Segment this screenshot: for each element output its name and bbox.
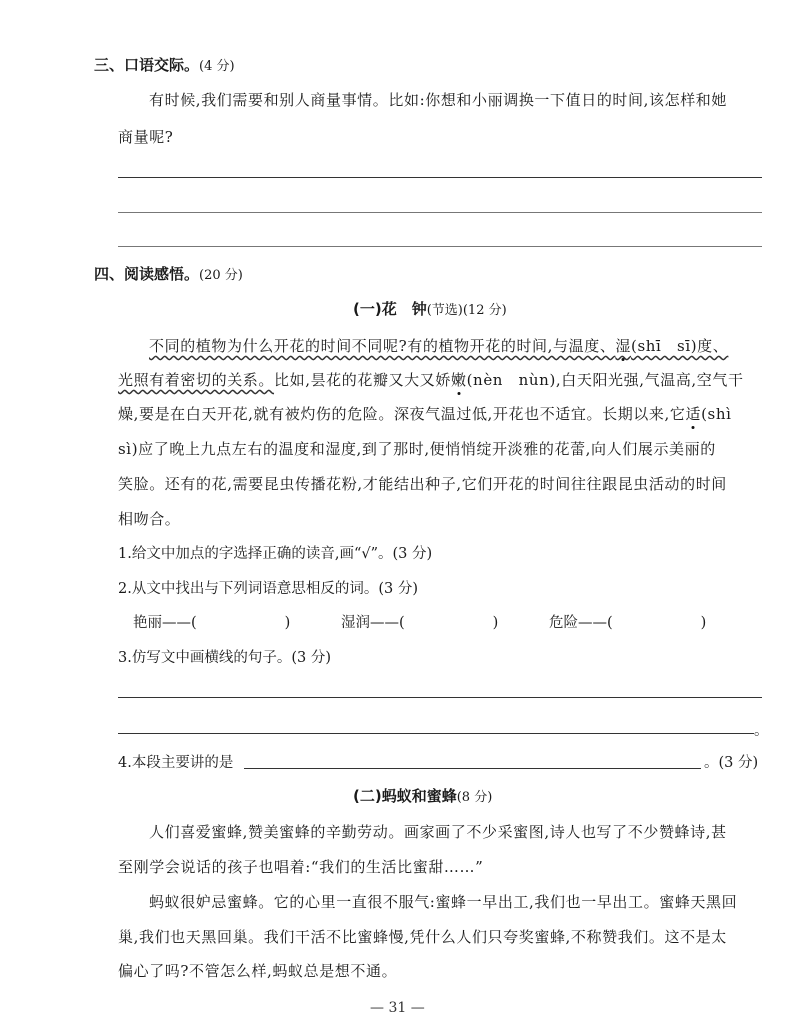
passage2-line5: 偏心了吗?不管怎么样,蚂蚁总是想不通。 [118, 962, 398, 980]
passage2-note: (8 分) [456, 790, 493, 805]
answer-line[interactable] [118, 697, 762, 698]
section3-prompt-line2: 商量呢? [118, 128, 174, 146]
passage1-line6: 相吻合。 [118, 510, 181, 528]
passage1-heading [353, 298, 507, 319]
section3-prompt-line1: 有时候,我们需要和别人商量事情。比如:你想和小丽调换一下值日的时间,该怎样和她 [149, 91, 727, 109]
dotted-char: 湿 [615, 337, 632, 355]
underlined-sentence-end: 光照有着密切的关系。 [118, 371, 275, 389]
passage2-line1: 人们喜爱蜜蜂,赞美蜜蜂的辛勤劳动。画家画了不少采蜜图,诗人也写了不少赞蜂诗,甚 [149, 823, 727, 841]
answer-line[interactable] [118, 246, 762, 247]
q4-answer-line[interactable] [244, 768, 701, 769]
q2-item-2[interactable]: 湿润——( ) [341, 615, 499, 631]
q2-item-3[interactable]: 危险——( ) [549, 615, 707, 631]
passage2-line3: 蚂蚁很妒忌蜜蜂。它的心里一直很不服气:蜜蜂一早出工,我们也一早出工。蜜蜂天黑回 [149, 893, 738, 911]
passage1-line2: 光照有着密切的关系。比如,昙花的花瓣又大又娇嫩(nèn nùn),白天阳光强,气温高,空气干 [118, 371, 744, 389]
section4-heading [94, 263, 243, 284]
passage1-line5: 笑脸。还有的花,需要昆虫传播花粉,才能结出种子,它们开花的时间往往跟昆虫活动的时间 [118, 475, 727, 493]
dotted-char: 嫩 [451, 371, 467, 389]
dotted-char: 适 [685, 405, 702, 423]
answer-line[interactable] [118, 212, 762, 213]
section3-title: 三、口语交际。 [94, 56, 200, 74]
passage1-title: (一)花 钟 [353, 300, 427, 318]
page-number: — 31 — [370, 1000, 425, 1016]
passage2-title: (二)蚂蚁和蜜蜂 [353, 787, 457, 805]
passage2-line2: 至刚学会说话的孩子也唱着:“我们的生活比蜜甜……” [118, 858, 484, 876]
passage2-heading [353, 785, 492, 806]
answer-line[interactable] [118, 177, 762, 178]
q3-period: 。 [754, 723, 769, 739]
question-4: 4.本段主要讲的是 [118, 755, 234, 771]
question-3: 3.仿写文中画横线的句子。(3 分) [118, 650, 331, 666]
question-1: 1.给文中加点的字选择正确的读音,画“√”。(3 分) [118, 546, 433, 562]
passage1-note: (节选)(12 分) [426, 303, 507, 318]
underlined-sentence: 不同的植物为什么开花的时间不同呢?有的植物开花的时间,与温度、湿(shī sī)度、 [149, 337, 729, 355]
section4-title: 四、阅读感悟。 [94, 265, 200, 283]
q4-score: 。(3 分) [704, 755, 759, 771]
passage1-line1 [149, 335, 728, 356]
q2-item-1[interactable]: 艳丽——( ) [133, 615, 291, 631]
section3-score: (4 分) [199, 59, 235, 74]
answer-line[interactable] [118, 733, 754, 734]
section4-score: (20 分) [199, 268, 243, 283]
passage2-line4: 巢,我们也天黑回巢。我们干活不比蜜蜂慢,凭什么人们只夸奖蜜蜂,不称赞我们。这不是太 [118, 928, 727, 946]
question-2: 2.从文中找出与下列词语意思相反的词。(3 分) [118, 581, 418, 597]
passage1-line4: sì)应了晚上九点左右的温度和湿度,到了那时,便悄悄绽开淡雅的花蕾,向人们展示美丽的 [118, 440, 716, 458]
passage1-line3: 燥,要是在白天开花,就有被灼伤的危险。深夜气温过低,开花也不适宜。长期以来,它适(shì [118, 405, 732, 423]
section3-heading [94, 54, 235, 75]
